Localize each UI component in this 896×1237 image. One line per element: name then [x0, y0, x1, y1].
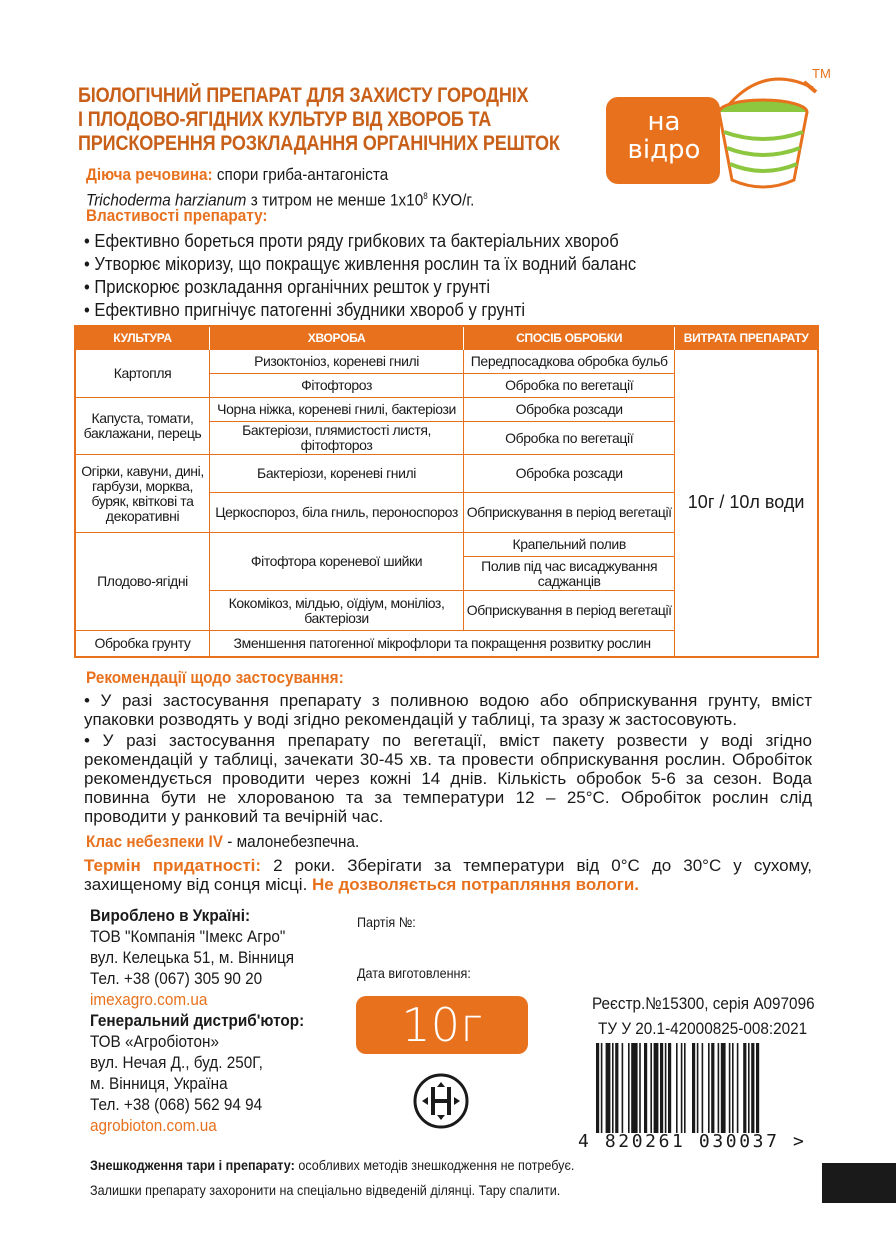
title-line: ПРИСКОРЕННЯ РОЗКЛАДАННЯ ОРГАНІЧНИХ РЕШТОК [78, 132, 560, 155]
barcode-bar [631, 1043, 637, 1133]
disease-cell: Бактеріози, кореневі гнилі [210, 455, 464, 493]
active-text: спори гриба-антагоніста [212, 165, 389, 184]
column-header: ХВОРОБА [210, 326, 464, 350]
hazard-text: - малонебезпечна. [222, 832, 360, 851]
barcode-bar [676, 1043, 678, 1133]
producer-label: Вироблено в Україні: [90, 906, 251, 925]
recommendations-label [86, 668, 344, 688]
barcode-bar [743, 1043, 746, 1133]
titer-exponent: 8 [423, 191, 428, 201]
properties-list [84, 230, 636, 322]
barcode-bar [697, 1043, 699, 1133]
tu-number: ТУ У 20.1-42000825-008:2021 [598, 1019, 808, 1038]
barcode-bar [596, 1043, 599, 1133]
batch-label: Партія №: [357, 914, 416, 930]
barcode-digits: 4 820261 030037 > [578, 1131, 807, 1152]
shelf-life [84, 856, 812, 894]
active-substance [86, 165, 388, 185]
recommendations-heading: Рекомендації щодо застосування: [86, 668, 344, 687]
disease-cell: Церкоспороз, біла гниль, пероноспороз [210, 493, 464, 533]
barcode-bar [622, 1043, 624, 1133]
organism-name: Trichoderma harzianum [86, 190, 247, 210]
properties-heading: Властивості препарату: [86, 206, 268, 225]
shelf-label: Термін придатності: [84, 856, 262, 875]
barcode-bar [711, 1043, 714, 1133]
disposal-info [90, 1157, 574, 1173]
method-cell: Обробка розсади [464, 455, 675, 493]
crop-cell: Обробка грунту [75, 631, 210, 657]
barcode-bar [665, 1043, 667, 1133]
barcode-bar [718, 1043, 720, 1133]
distributor-site: agrobioton.com.ua [90, 1116, 217, 1135]
barcode-bar [606, 1043, 611, 1133]
soil-cell: Зменшення патогенної мікрофлори та покращення розвитку рослин [210, 631, 675, 657]
producer-line: ТОВ "Компанія "Імекс Агро" [90, 927, 286, 946]
trademark-sign: TM [812, 66, 831, 81]
column-header: СПОСІБ ОБРОБКИ [464, 326, 675, 350]
shelf-warning: Не дозволяється потрапляння вологи. [312, 875, 639, 894]
barcode-bar [639, 1043, 641, 1133]
certification-icon [412, 1072, 470, 1130]
disease-cell: Ризоктоніоз, кореневі гнилі [210, 350, 464, 374]
barcode [590, 1043, 820, 1135]
disease-cell: Фітофтороз [210, 374, 464, 398]
method-cell: Полив під час висаджування саджанців [464, 557, 675, 591]
crop-cell: Плодово-ягідні [75, 533, 210, 631]
barcode-bar [612, 1043, 614, 1133]
titer-text: з титром не менше 1x10 [246, 190, 424, 210]
barcode-bar [684, 1043, 686, 1133]
method-cell: Передпосадкова обробка бульб [464, 350, 675, 374]
distributor-label: Генеральний дистриб'ютор: [90, 1011, 305, 1030]
barcode-bar [729, 1043, 731, 1133]
column-header: ВИТРАТА ПРЕПАРАТУ [675, 326, 818, 350]
property-item: • Утворює мікоризу, що покращує живлення рослин та їх водний баланс [84, 254, 637, 274]
barcode-bar [668, 1043, 671, 1133]
column-header: КУЛЬТУРА [75, 326, 210, 350]
producer-line: Тел. +38 (067) 305 90 20 [90, 969, 263, 988]
barcode-bar [721, 1043, 726, 1133]
barcode-bar [702, 1043, 704, 1133]
recommendation-paragraph: • У разі застосування препарату по вегетації, вміст пакету розвести у воді згідно рекомендацій у таблиці, зачекати 30-45 хв. та провести обприскування рослин. Обробіток рекомендується проводити через кожні 14 днів. Кількість обробок 5-6 за сезон. Вода повинна бути не хлорованою та за температури 12 – 25°С. Обробіток рослин слід проводити у ранковий та вечірній час. [84, 731, 812, 826]
method-cell: Обробка по вегетації [464, 374, 675, 398]
barcode-bar [615, 1043, 618, 1133]
method-cell: Обприскування в період вегетації [464, 591, 675, 631]
disposal-text: особливих методів знешкодження не потребує. [294, 1157, 575, 1173]
barcode-bar [737, 1043, 739, 1133]
distributor-line: м. Вінниця, Україна [90, 1074, 228, 1093]
black-marker [822, 1163, 896, 1203]
shelf-text: 2 роки. Зберігати за температури від 0°С до 30°С у сухому, захищеному від сонця місці. [84, 856, 812, 894]
logo-line2: відро [627, 135, 701, 165]
disease-cell: Фітофтора кореневої шийки [210, 533, 464, 591]
barcode-bar [681, 1043, 683, 1133]
producer-line: вул. Келецька 51, м. Вінниця [90, 948, 295, 967]
method-cell: Крапельний полив [464, 533, 675, 557]
barcode-bar [644, 1043, 647, 1133]
barcode-bar [748, 1043, 750, 1133]
brand-logo-text [614, 108, 714, 164]
producer-site: imexagro.com.ua [90, 990, 208, 1009]
hazard-label: Клас небезпеки IV [86, 832, 223, 851]
barcode-bar [751, 1043, 754, 1133]
property-item: • Прискорює розкладання органічних решток у грунті [84, 277, 491, 297]
barcode-bar [628, 1043, 630, 1133]
barcode-bar [654, 1043, 659, 1133]
barcode-bar [732, 1043, 734, 1133]
disposal-label: Знешкодження тари і препарату: [90, 1157, 295, 1173]
disease-cell: Чорна ніжка, кореневі гнилі, бактеріози [210, 398, 464, 422]
property-item: • Ефективно пригнічує патогенні збудники хвороб у грунті [84, 300, 526, 320]
barcode-bar [708, 1043, 710, 1133]
table-header-row [75, 326, 818, 350]
title-line: БІОЛОГІЧНИЙ ПРЕПАРАТ ДЛЯ ЗАХИСТУ ГОРОДНІХ [78, 84, 529, 107]
barcode-bar [692, 1043, 695, 1133]
producer-block [90, 905, 304, 1136]
disposal-line2: Залишки препарату захоронити на спеціально відведеній ділянці. Тару спалити. [90, 1182, 561, 1198]
logo-line1: на [647, 107, 681, 137]
application-table [74, 325, 819, 658]
title-line: І ПЛОДОВО-ЯГІДНИХ КУЛЬТУР ВІД ХВОРОБ ТА [78, 108, 492, 131]
registration-number: Реєстр.№15300, серія А097096 [592, 994, 815, 1013]
crop-cell: Картопля [75, 350, 210, 398]
properties-label [86, 206, 268, 226]
rate-cell: 10г / 10л води [675, 350, 818, 657]
active-label: Діюча речовина: [86, 165, 213, 184]
barcode-bar [756, 1043, 759, 1133]
titer-unit: КУО/г. [427, 190, 475, 210]
product-title [78, 84, 560, 156]
distributor-line: вул. Нечая Д., буд. 250Г, [90, 1053, 263, 1072]
recommendations-text [84, 691, 812, 826]
recommendation-paragraph: • У разі застосування препарату з поливною водою або обприскування грунту, вміст упаковки розводять у воді згідно рекомендацій у таблиці, та зразу ж застосовують. [84, 691, 812, 729]
barcode-bar [650, 1043, 652, 1133]
distributor-line: Тел. +38 (068) 562 94 94 [90, 1095, 263, 1114]
bucket-icon [708, 68, 828, 198]
disease-cell: Бактеріози, плямистості листя, фітофтороз [210, 422, 464, 455]
property-item: • Ефективно бореться проти ряду грибкових та бактеріальних хвороб [84, 231, 619, 251]
hazard-class [86, 832, 359, 852]
date-label: Дата виготовлення: [357, 965, 471, 981]
barcode-bar [660, 1043, 663, 1133]
crop-cell: Капуста, томати, баклажани, перець [75, 398, 210, 455]
crop-cell: Огірки, кавуни, дині, гарбузи, морква, буряк, квіткові та декоративні [75, 455, 210, 533]
weight-badge: 10г [356, 996, 528, 1054]
method-cell: Обприскування в період вегетації [464, 493, 675, 533]
distributor-line: ТОВ «Агробіотон» [90, 1032, 219, 1051]
table-row [75, 350, 818, 374]
barcode-bar [601, 1043, 603, 1133]
method-cell: Обробка розсади [464, 398, 675, 422]
method-cell: Обробка по вегетації [464, 422, 675, 455]
disease-cell: Кокомікоз, мілдью, оїдіум, моніліоз, бактеріози [210, 591, 464, 631]
